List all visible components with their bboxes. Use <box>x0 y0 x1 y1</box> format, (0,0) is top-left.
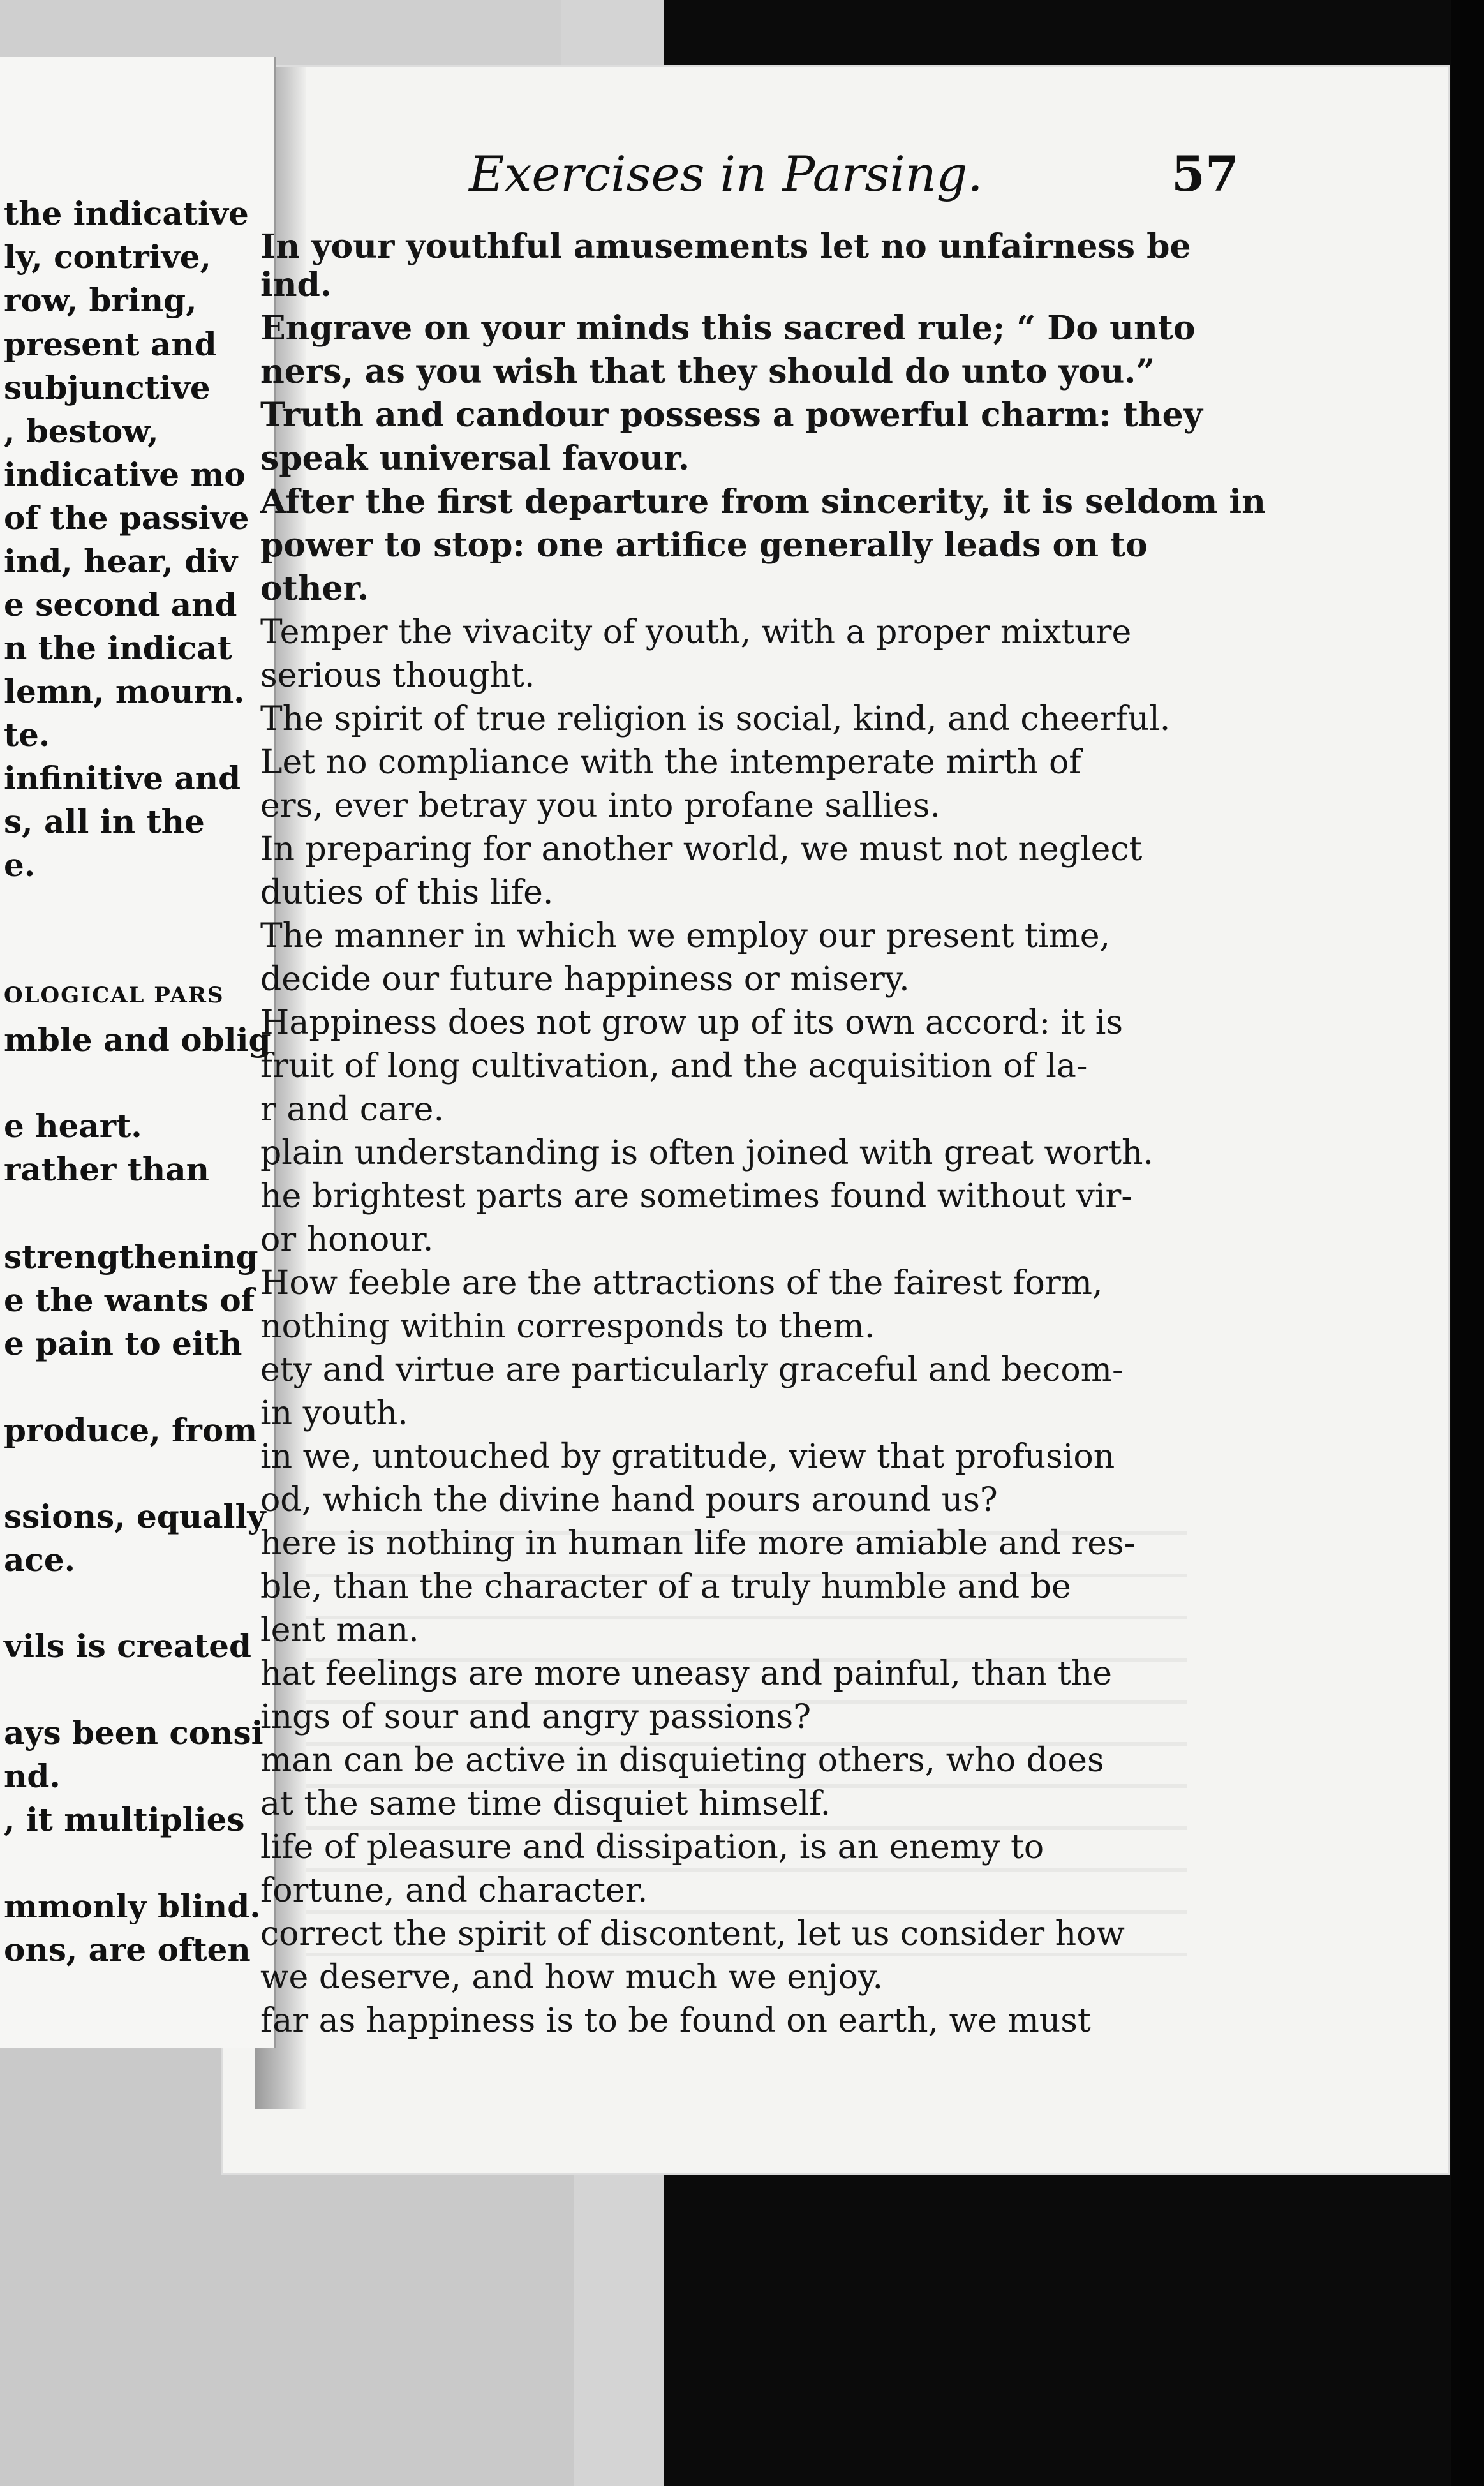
left-page-line: present and <box>4 325 217 363</box>
text-line: Engrave on your minds this sacred rule; “ Do unto <box>260 309 1196 348</box>
left-page-line: infinitive and <box>4 759 241 797</box>
text-line: serious thought. <box>260 657 535 695</box>
running-head: Exercises in Parsing. <box>469 145 983 202</box>
left-page <box>0 57 276 2048</box>
text-line: far as happiness is to be found on earth, we must <box>260 2002 1091 2040</box>
text-line: duties of this life. <box>260 874 554 912</box>
left-page-line: ays been consi <box>4 1714 263 1752</box>
left-page-line: ssions, equally <box>4 1498 266 1535</box>
text-line: fortune, and character. <box>260 1872 648 1910</box>
text-line: Let no compliance with the intemperate mirth of <box>260 743 1081 782</box>
left-page-line: e pain to eith <box>4 1325 242 1362</box>
left-page-line: nd. <box>4 1757 61 1795</box>
left-page-line: e the wants of <box>4 1281 255 1319</box>
text-line: Truth and candour possess a powerful charm: they <box>260 396 1203 435</box>
left-page-line: strengthening <box>4 1238 258 1276</box>
background-right-edge <box>1451 0 1484 2486</box>
text-line: In preparing for another world, we must not neglect <box>260 830 1143 868</box>
text-line: in we, untouched by gratitude, view that profusion <box>260 1438 1115 1476</box>
text-line: ers, ever betray you into profane sallies. <box>260 787 941 825</box>
left-page-line: ons, are often <box>4 1931 251 1969</box>
left-page-line: e second and <box>4 586 237 623</box>
left-page-line: ace. <box>4 1541 76 1579</box>
text-line: here is nothing in human life more amiable and res- <box>260 1524 1136 1563</box>
text-line: fruit of long cultivation, and the acquisition of la- <box>260 1047 1088 1085</box>
left-page-line: vils is created <box>4 1627 252 1665</box>
text-line: How feeble are the attractions of the fairest form, <box>260 1264 1103 1302</box>
left-page-line: s, all in the <box>4 803 205 840</box>
left-page-line: the indicative <box>4 195 249 232</box>
left-page-line: , it multiplies <box>4 1801 245 1838</box>
left-page-line: te. <box>4 716 50 754</box>
text-line: nothing within corresponds to them. <box>260 1307 875 1346</box>
text-line: in youth. <box>260 1394 408 1433</box>
left-page-line: ly, contrive, <box>4 238 211 276</box>
text-line: power to stop: one artifice generally leads on to <box>260 526 1148 565</box>
text-line: or honour. <box>260 1221 434 1259</box>
text-line: we deserve, and how much we enjoy. <box>260 1958 883 1997</box>
text-line: life of pleasure and dissipation, is an enemy to <box>260 1828 1044 1866</box>
left-page-line: , bestow, <box>4 412 159 450</box>
text-line: r and care. <box>260 1090 444 1129</box>
left-page-line: lemn, mourn. <box>4 673 245 710</box>
text-line: The spirit of true religion is social, kind, and cheerful. <box>260 700 1171 738</box>
text-line: od, which the divine hand pours around us? <box>260 1481 998 1519</box>
text-line: ind. <box>260 265 332 304</box>
left-page-line: e heart. <box>4 1107 142 1145</box>
left-page-line: ind, hear, div <box>4 542 238 580</box>
left-page-line: indicative mo <box>4 456 246 493</box>
text-line: decide our future happiness or misery. <box>260 960 910 999</box>
text-line: hat feelings are more uneasy and painful, than the <box>260 1655 1112 1693</box>
text-line: other. <box>260 569 369 608</box>
left-page-line: rather than <box>4 1150 209 1188</box>
left-page-line: e. <box>4 846 36 884</box>
text-line: at the same time disquiet himself. <box>260 1785 831 1823</box>
left-page-line: subjunctive <box>4 369 211 406</box>
text-line: The manner in which we employ our present time, <box>260 917 1110 955</box>
left-page-line: mmonly blind. <box>4 1887 261 1925</box>
text-line: Happiness does not grow up of its own accord: it is <box>260 1004 1124 1042</box>
text-line: ings of sour and angry passions? <box>260 1698 812 1736</box>
left-page-line: row, bring, <box>4 281 197 319</box>
left-page-line: n the indicat <box>4 629 232 667</box>
text-line: ners, as you wish that they should do unto you.” <box>260 352 1155 391</box>
page-number: 57 <box>1171 145 1239 202</box>
text-line: ble, than the character of a truly humble and be <box>260 1568 1071 1606</box>
text-line: he brightest parts are sometimes found without vir- <box>260 1177 1132 1216</box>
text-line: correct the spirit of discontent, let us consider how <box>260 1915 1125 1953</box>
text-line: In your youthful amusements let no unfairness be <box>260 227 1191 266</box>
text-line: man can be active in disquieting others, who does <box>260 1741 1104 1780</box>
left-page-line: OLOGICAL PARS <box>4 983 225 1008</box>
left-page-line: mble and oblig <box>4 1021 271 1059</box>
text-line: After the first departure from sincerity, it is seldom in <box>260 482 1266 521</box>
left-page-line: produce, from <box>4 1411 258 1449</box>
text-line: plain understanding is often joined with great worth. <box>260 1134 1154 1172</box>
text-line: lent man. <box>260 1611 419 1649</box>
left-page-line: of the passive <box>4 499 249 537</box>
text-line: speak universal favour. <box>260 439 690 478</box>
text-line: Temper the vivacity of youth, with a proper mixture <box>260 613 1132 651</box>
text-line: ety and virtue are particularly graceful and becom- <box>260 1351 1124 1389</box>
